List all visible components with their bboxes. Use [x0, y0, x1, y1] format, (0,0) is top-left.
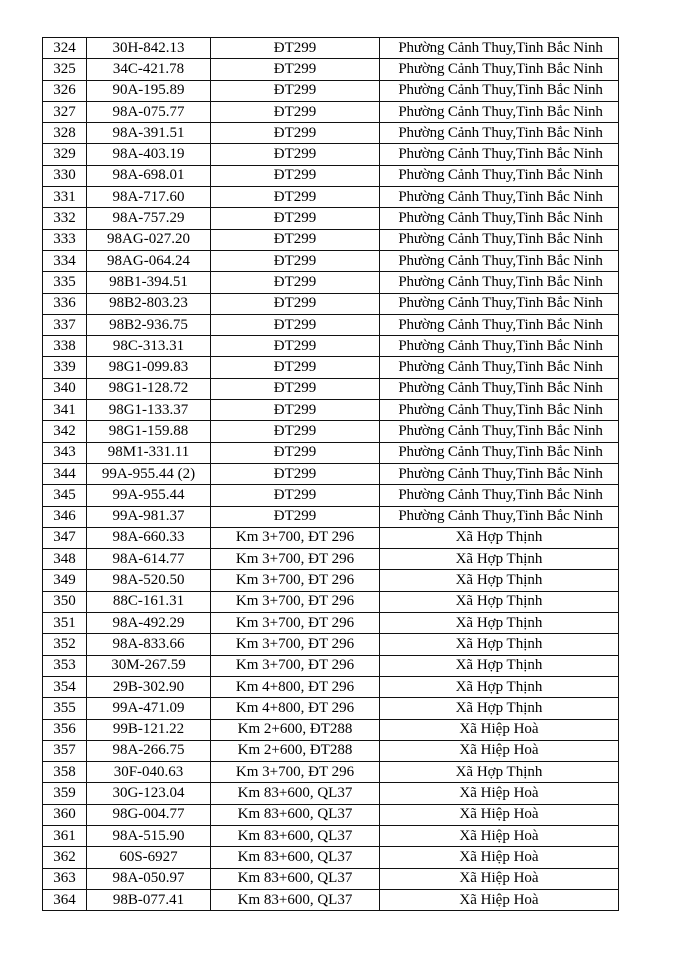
license-plate-cell: 98A-717.60 — [87, 187, 211, 208]
license-plate-cell: 99B-121.22 — [87, 719, 211, 740]
unit-cell: Phường Cảnh Thuy,Tinh Bắc Ninh — [380, 293, 619, 314]
table-row — [43, 293, 619, 314]
table-row — [43, 80, 619, 101]
row-number-cell: 345 — [43, 485, 87, 506]
row-number-cell: 329 — [43, 144, 87, 165]
license-plate-cell: 98AG-027.20 — [87, 229, 211, 250]
table-row — [43, 804, 619, 825]
row-number-cell: 348 — [43, 549, 87, 570]
table-row — [43, 485, 619, 506]
table-body — [43, 38, 619, 911]
location-cell: ĐT299 — [211, 229, 380, 250]
table-row — [43, 442, 619, 463]
unit-cell: Xã Hợp Thịnh — [380, 762, 619, 783]
table-row — [43, 527, 619, 548]
location-cell: ĐT299 — [211, 38, 380, 59]
unit-cell: Xã Hợp Thịnh — [380, 549, 619, 570]
table-row — [43, 144, 619, 165]
table-row — [43, 655, 619, 676]
unit-cell: Phường Cảnh Thuy,Tinh Bắc Ninh — [380, 165, 619, 186]
location-cell: Km 2+600, ĐT288 — [211, 740, 380, 761]
location-cell: Km 3+700, ĐT 296 — [211, 570, 380, 591]
unit-cell: Xã Hợp Thịnh — [380, 634, 619, 655]
license-plate-cell: 98C-313.31 — [87, 336, 211, 357]
license-plate-cell: 98A-698.01 — [87, 165, 211, 186]
location-cell: ĐT299 — [211, 272, 380, 293]
license-plate-cell: 88C-161.31 — [87, 591, 211, 612]
unit-cell: Phường Cảnh Thuy,Tinh Bắc Ninh — [380, 101, 619, 122]
row-number-cell: 357 — [43, 740, 87, 761]
location-cell: Km 83+600, QL37 — [211, 847, 380, 868]
license-plate-cell: 98A-075.77 — [87, 101, 211, 122]
license-plate-cell: 98B1-394.51 — [87, 272, 211, 293]
unit-cell: Xã Hiệp Hoà — [380, 740, 619, 761]
location-cell: ĐT299 — [211, 101, 380, 122]
unit-cell: Phường Cảnh Thuy,Tinh Bắc Ninh — [380, 144, 619, 165]
row-number-cell: 328 — [43, 123, 87, 144]
location-cell: ĐT299 — [211, 80, 380, 101]
unit-cell: Phường Cảnh Thuy,Tinh Bắc Ninh — [380, 506, 619, 527]
table-row — [43, 591, 619, 612]
location-cell: ĐT299 — [211, 314, 380, 335]
row-number-cell: 336 — [43, 293, 87, 314]
row-number-cell: 361 — [43, 825, 87, 846]
row-number-cell: 360 — [43, 804, 87, 825]
table-row — [43, 613, 619, 634]
license-plate-cell: 98A-515.90 — [87, 825, 211, 846]
table-row — [43, 38, 619, 59]
unit-cell: Phường Cảnh Thuy,Tinh Bắc Ninh — [380, 123, 619, 144]
license-plate-cell: 98G1-099.83 — [87, 357, 211, 378]
unit-cell: Phường Cảnh Thuy,Tinh Bắc Ninh — [380, 80, 619, 101]
table-row — [43, 208, 619, 229]
row-number-cell: 355 — [43, 698, 87, 719]
row-number-cell: 350 — [43, 591, 87, 612]
license-plate-cell: 98G1-159.88 — [87, 421, 211, 442]
unit-cell: Phường Cảnh Thuy,Tinh Bắc Ninh — [380, 336, 619, 357]
license-plate-cell: 98B2-803.23 — [87, 293, 211, 314]
unit-cell: Phường Cảnh Thuy,Tinh Bắc Ninh — [380, 38, 619, 59]
row-number-cell: 362 — [43, 847, 87, 868]
table-row — [43, 698, 619, 719]
unit-cell: Xã Hiệp Hoà — [380, 868, 619, 889]
license-plate-cell: 98M1-331.11 — [87, 442, 211, 463]
table-row — [43, 336, 619, 357]
row-number-cell: 364 — [43, 889, 87, 910]
row-number-cell: 342 — [43, 421, 87, 442]
violation-table — [42, 37, 619, 911]
location-cell: Km 3+700, ĐT 296 — [211, 591, 380, 612]
table-row — [43, 59, 619, 80]
row-number-cell: 325 — [43, 59, 87, 80]
row-number-cell: 346 — [43, 506, 87, 527]
row-number-cell: 337 — [43, 314, 87, 335]
table-row — [43, 357, 619, 378]
location-cell: Km 3+700, ĐT 296 — [211, 549, 380, 570]
unit-cell: Xã Hợp Thịnh — [380, 698, 619, 719]
location-cell: ĐT299 — [211, 336, 380, 357]
license-plate-cell: 98B2-936.75 — [87, 314, 211, 335]
table-row — [43, 676, 619, 697]
unit-cell: Xã Hợp Thịnh — [380, 676, 619, 697]
table-row — [43, 378, 619, 399]
table-row — [43, 570, 619, 591]
row-number-cell: 324 — [43, 38, 87, 59]
location-cell: Km 2+600, ĐT288 — [211, 719, 380, 740]
unit-cell: Phường Cảnh Thuy,Tinh Bắc Ninh — [380, 357, 619, 378]
location-cell: Km 3+700, ĐT 296 — [211, 655, 380, 676]
row-number-cell: 359 — [43, 783, 87, 804]
table-row — [43, 868, 619, 889]
unit-cell: Phường Cảnh Thuy,Tinh Bắc Ninh — [380, 314, 619, 335]
unit-cell: Phường Cảnh Thuy,Tinh Bắc Ninh — [380, 229, 619, 250]
row-number-cell: 333 — [43, 229, 87, 250]
unit-cell: Xã Hiệp Hoà — [380, 825, 619, 846]
license-plate-cell: 98A-614.77 — [87, 549, 211, 570]
table-row — [43, 506, 619, 527]
license-plate-cell: 29B-302.90 — [87, 676, 211, 697]
location-cell: ĐT299 — [211, 165, 380, 186]
license-plate-cell: 98A-391.51 — [87, 123, 211, 144]
table-row — [43, 719, 619, 740]
license-plate-cell: 99A-955.44 (2) — [87, 463, 211, 484]
row-number-cell: 339 — [43, 357, 87, 378]
license-plate-cell: 60S-6927 — [87, 847, 211, 868]
location-cell: ĐT299 — [211, 421, 380, 442]
table-row — [43, 762, 619, 783]
table-row — [43, 400, 619, 421]
unit-cell: Phường Cảnh Thuy,Tinh Bắc Ninh — [380, 400, 619, 421]
location-cell: ĐT299 — [211, 506, 380, 527]
location-cell: ĐT299 — [211, 144, 380, 165]
location-cell: Km 83+600, QL37 — [211, 889, 380, 910]
unit-cell: Phường Cảnh Thuy,Tinh Bắc Ninh — [380, 272, 619, 293]
license-plate-cell: 98A-492.29 — [87, 613, 211, 634]
license-plate-cell: 30H-842.13 — [87, 38, 211, 59]
location-cell: ĐT299 — [211, 59, 380, 80]
unit-cell: Xã Hiệp Hoà — [380, 783, 619, 804]
table-row — [43, 549, 619, 570]
row-number-cell: 344 — [43, 463, 87, 484]
unit-cell: Phường Cảnh Thuy,Tinh Bắc Ninh — [380, 378, 619, 399]
row-number-cell: 352 — [43, 634, 87, 655]
license-plate-cell: 98A-403.19 — [87, 144, 211, 165]
unit-cell: Phường Cảnh Thuy,Tinh Bắc Ninh — [380, 187, 619, 208]
table-row — [43, 825, 619, 846]
license-plate-cell: 34C-421.78 — [87, 59, 211, 80]
row-number-cell: 331 — [43, 187, 87, 208]
location-cell: ĐT299 — [211, 357, 380, 378]
row-number-cell: 330 — [43, 165, 87, 186]
row-number-cell: 340 — [43, 378, 87, 399]
location-cell: ĐT299 — [211, 187, 380, 208]
location-cell: Km 83+600, QL37 — [211, 783, 380, 804]
license-plate-cell: 30M-267.59 — [87, 655, 211, 676]
unit-cell: Xã Hợp Thịnh — [380, 655, 619, 676]
unit-cell: Phường Cảnh Thuy,Tinh Bắc Ninh — [380, 442, 619, 463]
license-plate-cell: 30F-040.63 — [87, 762, 211, 783]
license-plate-cell: 99A-981.37 — [87, 506, 211, 527]
location-cell: ĐT299 — [211, 400, 380, 421]
table-row — [43, 272, 619, 293]
row-number-cell: 356 — [43, 719, 87, 740]
row-number-cell: 334 — [43, 250, 87, 271]
license-plate-cell: 98A-660.33 — [87, 527, 211, 548]
license-plate-cell: 99A-955.44 — [87, 485, 211, 506]
location-cell: Km 3+700, ĐT 296 — [211, 634, 380, 655]
table-row — [43, 123, 619, 144]
location-cell: Km 83+600, QL37 — [211, 804, 380, 825]
license-plate-cell: 98A-266.75 — [87, 740, 211, 761]
unit-cell: Xã Hợp Thịnh — [380, 527, 619, 548]
location-cell: ĐT299 — [211, 442, 380, 463]
license-plate-cell: 98B-077.41 — [87, 889, 211, 910]
row-number-cell: 351 — [43, 613, 87, 634]
unit-cell: Xã Hợp Thịnh — [380, 591, 619, 612]
row-number-cell: 338 — [43, 336, 87, 357]
unit-cell: Xã Hiệp Hoà — [380, 804, 619, 825]
license-plate-cell: 98G1-128.72 — [87, 378, 211, 399]
unit-cell: Xã Hiệp Hoà — [380, 847, 619, 868]
row-number-cell: 326 — [43, 80, 87, 101]
license-plate-cell: 98G-004.77 — [87, 804, 211, 825]
table-row — [43, 783, 619, 804]
row-number-cell: 353 — [43, 655, 87, 676]
table-row — [43, 421, 619, 442]
unit-cell: Xã Hiệp Hoà — [380, 719, 619, 740]
row-number-cell: 363 — [43, 868, 87, 889]
license-plate-cell: 98G1-133.37 — [87, 400, 211, 421]
row-number-cell: 347 — [43, 527, 87, 548]
table-row — [43, 250, 619, 271]
location-cell: Km 3+700, ĐT 296 — [211, 613, 380, 634]
table-row — [43, 101, 619, 122]
license-plate-cell: 98A-757.29 — [87, 208, 211, 229]
location-cell: ĐT299 — [211, 250, 380, 271]
unit-cell: Phường Cảnh Thuy,Tinh Bắc Ninh — [380, 463, 619, 484]
location-cell: ĐT299 — [211, 485, 380, 506]
table-row — [43, 847, 619, 868]
table-row — [43, 889, 619, 910]
unit-cell: Phường Cảnh Thuy,Tinh Bắc Ninh — [380, 208, 619, 229]
table-row — [43, 634, 619, 655]
license-plate-cell: 30G-123.04 — [87, 783, 211, 804]
license-plate-cell: 90A-195.89 — [87, 80, 211, 101]
location-cell: Km 4+800, ĐT 296 — [211, 676, 380, 697]
table-row — [43, 165, 619, 186]
unit-cell: Phường Cảnh Thuy,Tinh Bắc Ninh — [380, 485, 619, 506]
table-row — [43, 314, 619, 335]
location-cell: Km 3+700, ĐT 296 — [211, 762, 380, 783]
row-number-cell: 349 — [43, 570, 87, 591]
location-cell: Km 4+800, ĐT 296 — [211, 698, 380, 719]
row-number-cell: 327 — [43, 101, 87, 122]
location-cell: ĐT299 — [211, 123, 380, 144]
location-cell: ĐT299 — [211, 463, 380, 484]
license-plate-cell: 98AG-064.24 — [87, 250, 211, 271]
table-row — [43, 740, 619, 761]
row-number-cell: 354 — [43, 676, 87, 697]
row-number-cell: 343 — [43, 442, 87, 463]
table-row — [43, 229, 619, 250]
license-plate-cell: 98A-833.66 — [87, 634, 211, 655]
location-cell: ĐT299 — [211, 208, 380, 229]
license-plate-cell: 99A-471.09 — [87, 698, 211, 719]
unit-cell: Phường Cảnh Thuy,Tinh Bắc Ninh — [380, 59, 619, 80]
unit-cell: Xã Hợp Thịnh — [380, 613, 619, 634]
table-row — [43, 463, 619, 484]
row-number-cell: 332 — [43, 208, 87, 229]
location-cell: Km 83+600, QL37 — [211, 825, 380, 846]
location-cell: ĐT299 — [211, 293, 380, 314]
unit-cell: Xã Hợp Thịnh — [380, 570, 619, 591]
unit-cell: Phường Cảnh Thuy,Tinh Bắc Ninh — [380, 250, 619, 271]
location-cell: ĐT299 — [211, 378, 380, 399]
license-plate-cell: 98A-050.97 — [87, 868, 211, 889]
table-row — [43, 187, 619, 208]
license-plate-cell: 98A-520.50 — [87, 570, 211, 591]
location-cell: Km 83+600, QL37 — [211, 868, 380, 889]
row-number-cell: 335 — [43, 272, 87, 293]
row-number-cell: 358 — [43, 762, 87, 783]
unit-cell: Phường Cảnh Thuy,Tinh Bắc Ninh — [380, 421, 619, 442]
row-number-cell: 341 — [43, 400, 87, 421]
unit-cell: Xã Hiệp Hoà — [380, 889, 619, 910]
location-cell: Km 3+700, ĐT 296 — [211, 527, 380, 548]
